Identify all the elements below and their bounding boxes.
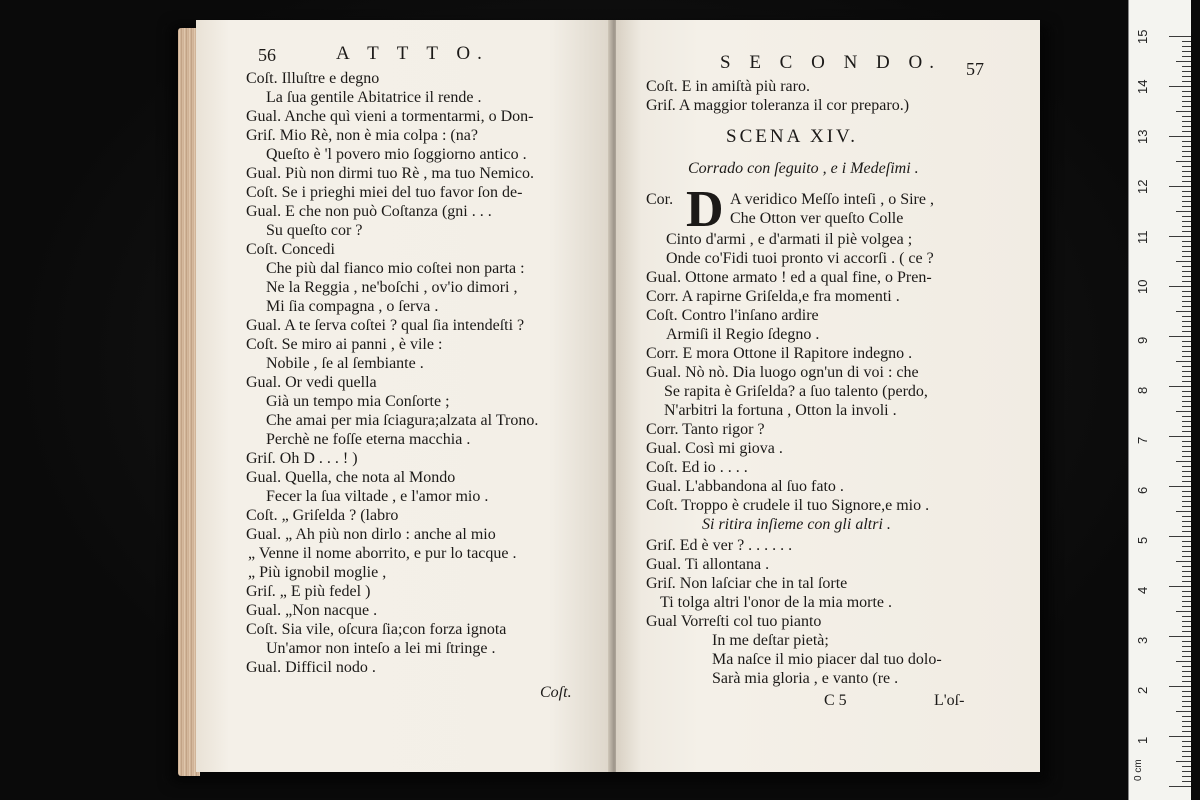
ruler-number: 13 [1135,129,1150,144]
ruler-number: 4 [1135,586,1150,594]
ruler-tick [1182,321,1191,322]
text-line: Gual. Nò nò. Dia luogo ogn'un di voi : che [646,364,919,381]
text-line: Gual. Più non dirmi tuo Rè , ma tuo Nemico. [246,165,534,182]
ruler-number: 15 [1135,29,1150,44]
ruler-tick [1182,351,1191,352]
ruler-tick [1182,506,1191,507]
ruler-number: 9 [1135,336,1150,344]
text-line: Gual. Ti allontana . [646,556,770,573]
ruler-tick [1182,91,1191,92]
ruler-tick [1182,271,1191,272]
ruler-tick [1182,606,1191,607]
ruler-tick [1182,116,1191,117]
ruler-tick [1182,156,1191,157]
ruler-tick [1182,466,1191,467]
ruler-number: 7 [1135,436,1150,444]
ruler-tick [1182,621,1191,622]
ruler-tick [1182,491,1191,492]
ruler-tick [1182,151,1191,152]
ruler-tick [1182,631,1191,632]
ruler-tick [1182,226,1191,227]
ruler-tick [1182,596,1191,597]
text-line: Se rapita è Griſelda? a ſuo talento (perdo, [664,383,928,400]
ruler-tick [1176,111,1191,112]
ruler-tick [1182,741,1191,742]
ruler-tick [1182,251,1191,252]
ruler-tick [1182,526,1191,527]
ruler-tick [1182,291,1191,292]
text-line: Gual. Quella, che nota al Mondo [246,469,456,486]
text-line: Gual. A te ſerva coſtei ? qual ſia intendeſti ? [246,317,525,334]
ruler-tick [1182,376,1191,377]
ruler-tick [1176,161,1191,162]
ruler-tick [1182,581,1191,582]
ruler-tick [1176,361,1191,362]
text-line: Gual. „ Ah più non dirlo : anche al mio [246,526,496,543]
ruler-tick [1182,41,1191,42]
text-line: Che più dal fianco mio coſtei non parta : [266,260,525,277]
ruler-tick [1176,61,1191,62]
measuring-ruler [1128,0,1191,800]
text-line: Ma naſce il mio piacer dal tuo dolo- [712,651,942,668]
ruler-tick [1182,346,1191,347]
ruler-tick [1182,776,1191,777]
ruler-tick [1169,186,1191,187]
ruler-tick [1182,406,1191,407]
ruler-tick [1182,276,1191,277]
ruler-tick [1182,721,1191,722]
ruler-tick [1182,356,1191,357]
ruler-tick [1182,546,1191,547]
text-line: Gual. E che non può Coſtanza (gni . . . [246,203,492,220]
ruler-tick [1182,696,1191,697]
ruler-tick [1182,71,1191,72]
text-line: In me deſtar pietà; [712,632,829,649]
ruler-tick [1182,706,1191,707]
ruler-tick [1182,551,1191,552]
ruler-tick [1182,471,1191,472]
ruler-tick [1169,386,1191,387]
page-number-right: 57 [966,59,984,79]
open-book [178,20,1044,772]
ruler-tick [1169,786,1191,787]
ruler-tick [1169,736,1191,737]
ruler-tick [1182,381,1191,382]
ruler-tick [1169,236,1191,237]
ruler-tick [1182,316,1191,317]
ruler-tick [1182,641,1191,642]
ruler-tick [1182,231,1191,232]
text-line: Coſt. Concedi [246,241,335,258]
stage-direction: Si ritira inſieme con gli altri . [702,516,891,533]
ruler-tick [1182,451,1191,452]
ruler-number: 5 [1135,536,1150,544]
ruler-tick [1182,401,1191,402]
text-line: Coſt. „ Griſelda ? (labro [246,507,399,524]
catchword-right: L'oſ- [934,692,965,709]
ruler-tick [1182,571,1191,572]
ruler-tick [1182,566,1191,567]
ruler-tick [1182,731,1191,732]
ruler-tick [1182,416,1191,417]
ruler-tick [1182,691,1191,692]
ruler-tick [1182,766,1191,767]
text-line: Coſt. Sia vile, oſcura ſia;con forza ignota [246,621,507,638]
ruler-tick [1182,656,1191,657]
ruler-tick [1182,726,1191,727]
text-line: N'arbitri la fortuna , Otton la involi . [664,402,897,419]
ruler-tick [1182,166,1191,167]
text-line: Gual. Anche quì vieni a tormentarmi, o Don- [246,108,534,125]
ruler-tick [1182,616,1191,617]
ruler-tick [1182,441,1191,442]
ruler-tick [1182,171,1191,172]
ruler-number: 2 [1135,686,1150,694]
ruler-tick [1182,366,1191,367]
drop-cap: D [686,181,724,238]
text-line: Fecer la ſua viltade , e l'amor mio . [266,488,489,505]
text-line: Che Otton ver queſto Colle [730,210,904,227]
text-line: Griſ. Mio Rè, non è mia colpa : (na? [246,127,478,144]
ruler-tick [1182,576,1191,577]
ruler-tick [1169,636,1191,637]
text-line: A veridico Meſſo inteſi , o Sire , [730,191,934,208]
ruler-tick [1182,716,1191,717]
ruler-tick [1182,191,1191,192]
text-line: Un'amor non inteſo a lei mi ſtringe . [266,640,496,657]
ruler-tick [1176,511,1191,512]
ruler-tick [1182,121,1191,122]
ruler-tick [1182,591,1191,592]
ruler-tick [1182,266,1191,267]
ruler-tick [1176,711,1191,712]
ruler-tick [1182,66,1191,67]
text-line: Ti tolga altri l'onor de la mia morte . [660,594,893,611]
running-head-right: S E C O N D O. [720,52,941,73]
ruler-tick [1176,561,1191,562]
ruler-tick [1182,476,1191,477]
text-line: Gual. Così mi giova . [646,440,783,457]
ruler-tick [1182,326,1191,327]
ruler-tick [1169,536,1191,537]
left-page [196,20,612,772]
ruler-tick [1176,211,1191,212]
ruler-number: 10 [1135,279,1150,294]
ruler-tick [1182,341,1191,342]
page-number-left: 56 [258,45,276,65]
ruler-tick [1182,421,1191,422]
ruler-tick [1176,311,1191,312]
text-line: Sarà mia gloria , e vanto (re . [712,670,899,687]
ruler-number: 14 [1135,79,1150,94]
text-line: Coſt. Troppo è crudele il tuo Signore,e mio . [646,497,930,514]
ruler-number: 12 [1135,179,1150,194]
ruler-tick [1182,781,1191,782]
stage-direction: Corrado con ſeguito , e i Medeſimi . [688,160,919,177]
text-line: Gual. Or vedi quella [246,374,377,391]
ruler-tick [1182,221,1191,222]
ruler-tick [1182,246,1191,247]
ruler-tick [1182,701,1191,702]
ruler-tick [1176,611,1191,612]
running-head-left: A T T T O. [336,43,489,64]
text-line: Cinto d'armi , e d'armati il piè volgea ; [666,231,913,248]
catchword-left: Coſt. [540,684,572,701]
text-line: Griſ. „ E più fedel ) [246,583,371,600]
ruler-tick [1182,391,1191,392]
ruler-tick [1182,516,1191,517]
ruler-tick [1182,481,1191,482]
text-line: Corr. A rapirne Griſelda,e fra momenti . [646,288,900,305]
ruler-tick [1182,671,1191,672]
ruler-tick [1182,76,1191,77]
ruler-tick [1182,431,1191,432]
ruler-number: 11 [1135,230,1150,244]
ruler-tick [1169,336,1191,337]
text-line: Coſt. Illuſtre e degno [246,70,380,87]
ruler-tick [1169,586,1191,587]
speaker-label: Cor. [646,191,674,208]
text-line: „ Più ignobil moglie , [248,564,387,581]
ruler-tick [1182,756,1191,757]
text-line: Coſt. Se i prieghi miei del tuo favor ſon de- [246,184,523,201]
text-line: Gual. Difficil nodo . [246,659,376,676]
ruler-tick [1182,46,1191,47]
ruler-unit-label: 0 cm [1133,759,1144,781]
ruler-tick [1169,686,1191,687]
ruler-tick [1182,131,1191,132]
text-line: Coſt. Ed io . . . . [646,459,748,476]
ruler-tick [1169,36,1191,37]
ruler-tick [1182,141,1191,142]
ruler-tick [1176,411,1191,412]
text-line: Griſ. Non laſciar che in tal ſorte [646,575,848,592]
text-line: „ Venne il nome aborrito, e pur lo tacque . [248,545,517,562]
ruler-tick [1169,436,1191,437]
text-line: Onde co'Fidi tuoi pronto vi accorſi . ( ce ? [666,250,934,267]
text-line: Perchè ne foſſe eterna macchia . [266,431,471,448]
ruler-tick [1182,201,1191,202]
ruler-tick [1176,261,1191,262]
ruler-tick [1182,256,1191,257]
ruler-tick [1182,666,1191,667]
ruler-tick [1182,651,1191,652]
text-line: Gual Vorreſti col tuo pianto [646,613,822,630]
text-line: Gual. L'abbandona al ſuo fato . [646,478,844,495]
ruler-tick [1182,146,1191,147]
ruler-tick [1182,301,1191,302]
ruler-tick [1182,176,1191,177]
ruler-tick [1182,206,1191,207]
ruler-tick [1182,216,1191,217]
ruler-tick [1182,446,1191,447]
ruler-tick [1182,331,1191,332]
ruler-tick [1182,676,1191,677]
ruler-tick [1169,136,1191,137]
ruler-tick [1182,456,1191,457]
ruler-tick [1182,521,1191,522]
text-line: Corr. Tanto rigor ? [646,421,765,438]
scene-heading: SCENA XIV. [726,126,859,147]
ruler-tick [1182,501,1191,502]
ruler-number: 6 [1135,486,1150,494]
ruler-tick [1182,56,1191,57]
text-line: Corr. E mora Ottone il Rapitore indegno . [646,345,913,362]
text-line: Che amai per mia ſciagura;alzata al Trono. [266,412,539,429]
ruler-number: 3 [1135,636,1150,644]
signature-mark: C 5 [824,692,847,709]
ruler-tick [1182,281,1191,282]
ruler-tick [1182,626,1191,627]
ruler-tick [1182,646,1191,647]
text-line: Gual. „Non nacque . [246,602,378,619]
text-line: Su queſto cor ? [266,222,363,239]
right-page [616,20,1040,772]
ruler-tick [1182,751,1191,752]
ruler-tick [1182,426,1191,427]
ruler-tick [1182,496,1191,497]
ruler-tick [1176,461,1191,462]
text-line: Nobile , ſe al ſembiante . [266,355,424,372]
ruler-tick [1182,196,1191,197]
ruler-tick [1182,101,1191,102]
ruler-tick [1182,296,1191,297]
ruler-tick [1182,181,1191,182]
text-line: Griſ. A maggior toleranza il cor preparo.) [646,97,910,114]
ruler-tick [1176,761,1191,762]
ruler-number: 8 [1135,386,1150,394]
ruler-tick [1182,746,1191,747]
text-line: Queſto è 'l povero mio ſoggiorno antico . [266,146,527,163]
ruler-tick [1176,661,1191,662]
text-line: Armiſi il Regio ſdegno . [666,326,820,343]
text-line: Griſ. Oh D . . . ! ) [246,450,358,467]
ruler-tick [1182,106,1191,107]
ruler-tick [1182,771,1191,772]
ruler-tick [1182,51,1191,52]
ruler-tick [1182,396,1191,397]
ruler-tick [1182,306,1191,307]
ruler-tick [1169,86,1191,87]
ruler-tick [1182,681,1191,682]
ruler-tick [1182,126,1191,127]
ruler-tick [1182,96,1191,97]
ruler-tick [1182,81,1191,82]
ruler-tick [1182,556,1191,557]
text-line: La ſua gentile Abitatrice il rende . [266,89,482,106]
text-line: Coſt. Se miro ai panni , è vile : [246,336,443,353]
text-line: Griſ. Ed è ver ? . . . . . . [646,537,793,554]
ruler-tick [1182,371,1191,372]
text-line: Coſt. E in amiſtà più raro. [646,78,810,95]
ruler-tick [1182,531,1191,532]
text-line: Ne la Reggia , ne'boſchi , ov'io dimori , [266,279,518,296]
ruler-tick [1182,241,1191,242]
text-line: Già un tempo mia Conſorte ; [266,393,450,410]
text-line: Mi ſia compagna , o ſerva . [266,298,439,315]
text-line: Coſt. Contro l'inſano ardire [646,307,819,324]
ruler-tick [1169,486,1191,487]
text-line: Gual. Ottone armato ! ed a qual fine, o Pren- [646,269,932,286]
ruler-tick [1182,541,1191,542]
ruler-tick [1182,601,1191,602]
ruler-tick [1169,286,1191,287]
ruler-number: 1 [1135,736,1150,744]
